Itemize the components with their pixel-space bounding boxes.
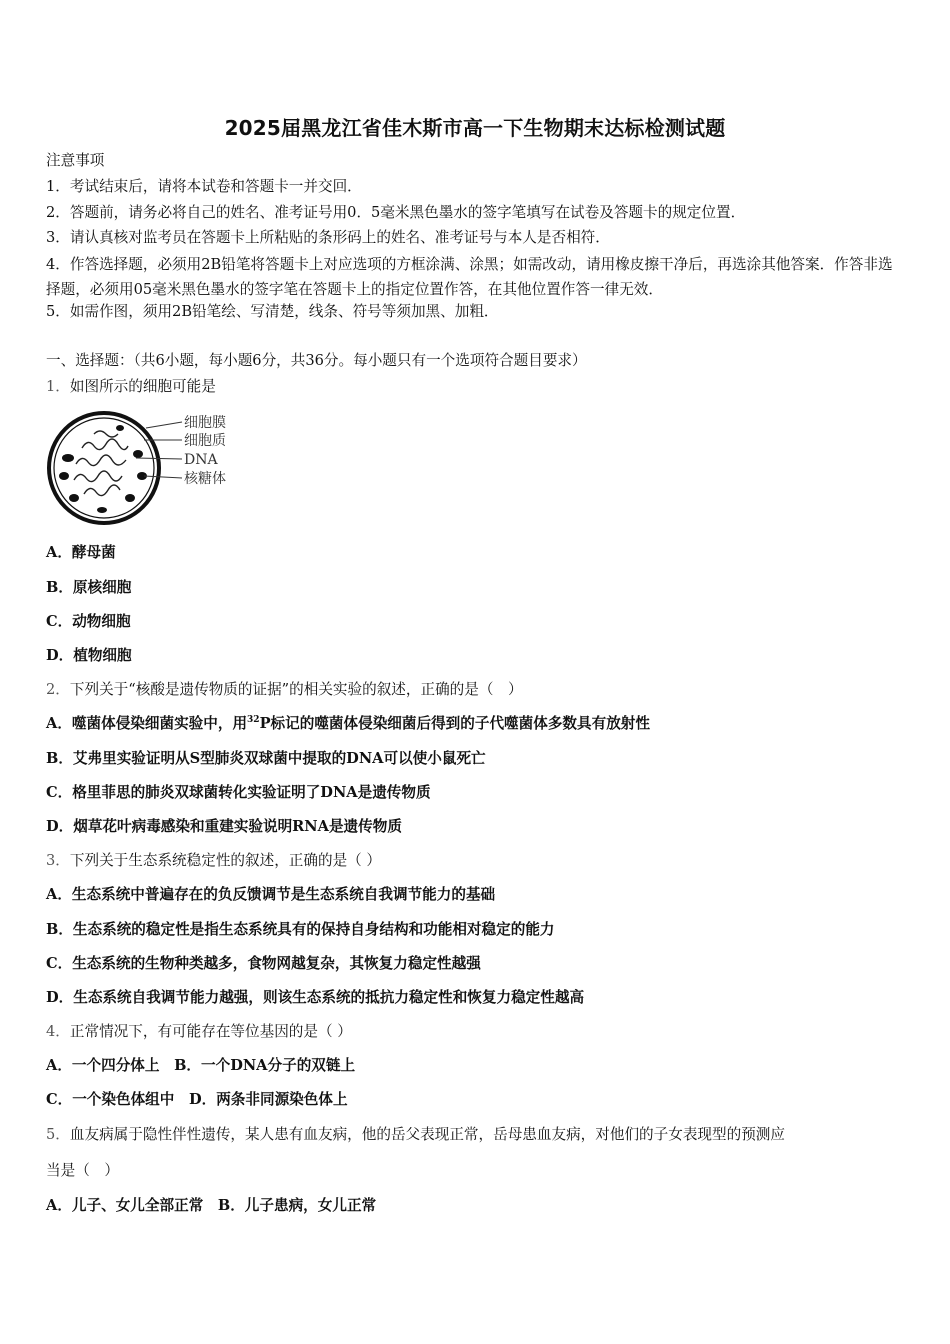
q2-option-c: C．格里菲思的肺炎双球菌转化实验证明了DNA是遗传物质	[46, 784, 431, 801]
q3-option-c: C．生态系统的生物种类越多，食物网越复杂，其恢复力稳定性越强	[46, 955, 481, 972]
q4-options-cd: C．一个染色体组中 D．两条非同源染色体上	[46, 1091, 348, 1108]
notice-heading: 注意事项	[46, 152, 105, 169]
figure-label-membrane: 细胞膜	[184, 415, 226, 431]
question-stem: 正常情况下，有可能存在等位基因的是（ ）	[69, 1023, 352, 1040]
question-2	[46, 680, 523, 700]
question-stem: 下列关于生态系统稳定性的叙述，正确的是（ ）	[69, 852, 382, 869]
question-number: 2．	[46, 681, 70, 698]
q1-option-a: A．酵母菌	[46, 544, 116, 561]
q2-option-a: A．噬菌体侵染细菌实验中，用$^{32}$P标记的噬菌体侵染细菌后得到的子代噬菌体多数具有放射性	[46, 715, 650, 732]
question-stem: 如图所示的细胞可能是	[69, 378, 216, 395]
q2-option-b: B．艾弗里实验证明从S型肺炎双球菌中提取的DNA可以使小鼠死亡	[46, 750, 486, 767]
q5-options-ab: A．儿子、女儿全部正常 B．儿子患病，女儿正常	[46, 1197, 377, 1214]
q4-options-ab: A．一个四分体上 B．一个DNA分子的双链上	[46, 1057, 356, 1074]
question-number: 5．	[46, 1126, 70, 1143]
question-5-stem-cont: 当是（ ）	[46, 1162, 119, 1179]
notice-item-2: 2．答题前，请务必将自己的姓名、准考证号用0．5毫米黑色墨水的签字笔填写在试卷及答题卡的规定位置．	[46, 204, 746, 221]
question-3	[46, 851, 381, 871]
question-5	[46, 1125, 785, 1145]
cell-membrane-shape	[49, 413, 159, 523]
notice-item-4: 4．作答选择题，必须用2B铅笔将答题卡上对应选项的方框涂满、涂黑；如需改动，请用橡皮擦干净后，再选涂其他答案．作答非选择题，必须用05毫米黑色墨水的签字笔在答题卡上的指定位置作答，在其他位置作答一律无效．	[46, 256, 893, 298]
cell-diagram	[44, 406, 244, 526]
section-heading: 一、选择题：（共6小题，每小题6分，共36分。每小题只有一个选项符合题目要求）	[46, 352, 587, 369]
q2-option-d: D．烟草花叶病毒感染和重建实验说明RNA是遗传物质	[46, 818, 402, 835]
q1-option-d: D．植物细胞	[46, 647, 132, 664]
figure-label-ribosome: 核糖体	[184, 471, 226, 487]
q3-option-d: D．生态系统自我调节能力越强，则该生态系统的抵抗力稳定性和恢复力稳定性越高	[46, 989, 585, 1006]
question-number: 4．	[46, 1023, 70, 1040]
question-number: 3．	[46, 852, 70, 869]
figure-label-dna: DNA	[184, 452, 218, 468]
q3-option-b: B．生态系统的稳定性是指生态系统具有的保持自身结构和功能相对稳定的能力	[46, 921, 555, 938]
figure-label-cytoplasm: 细胞质	[184, 433, 226, 449]
q1-option-c: C．动物细胞	[46, 613, 131, 630]
q1-option-b: B．原核细胞	[46, 579, 132, 596]
notice-item-1: 1．考试结束后，请将本试卷和答题卡一并交回．	[46, 178, 362, 195]
question-stem: 血友病属于隐性伴性遗传，某人患有血友病，他的岳父表现正常，岳母患血友病，对他们的子女表现型的预测应	[69, 1126, 785, 1143]
q3-option-a: A．生态系统中普遍存在的负反馈调节是生态系统自我调节能力的基础	[46, 886, 496, 903]
notice-item-3: 3．请认真核对监考员在答题卡上所粘贴的条形码上的姓名、准考证号与本人是否相符．	[46, 229, 610, 246]
question-4	[46, 1022, 352, 1042]
question-number: 1．	[46, 378, 70, 395]
page-title: 2025届黑龙江省佳木斯市高一下生物期末达标检测试题	[224, 116, 726, 140]
question-stem: 下列关于“核酸是遗传物质的证据”的相关实验的叙述，正确的是（ ）	[69, 681, 523, 698]
notice-item-5: 5．如需作图，须用2B铅笔绘、写清楚，线条、符号等须加黑、加粗．	[46, 303, 499, 320]
question-1	[46, 377, 216, 397]
